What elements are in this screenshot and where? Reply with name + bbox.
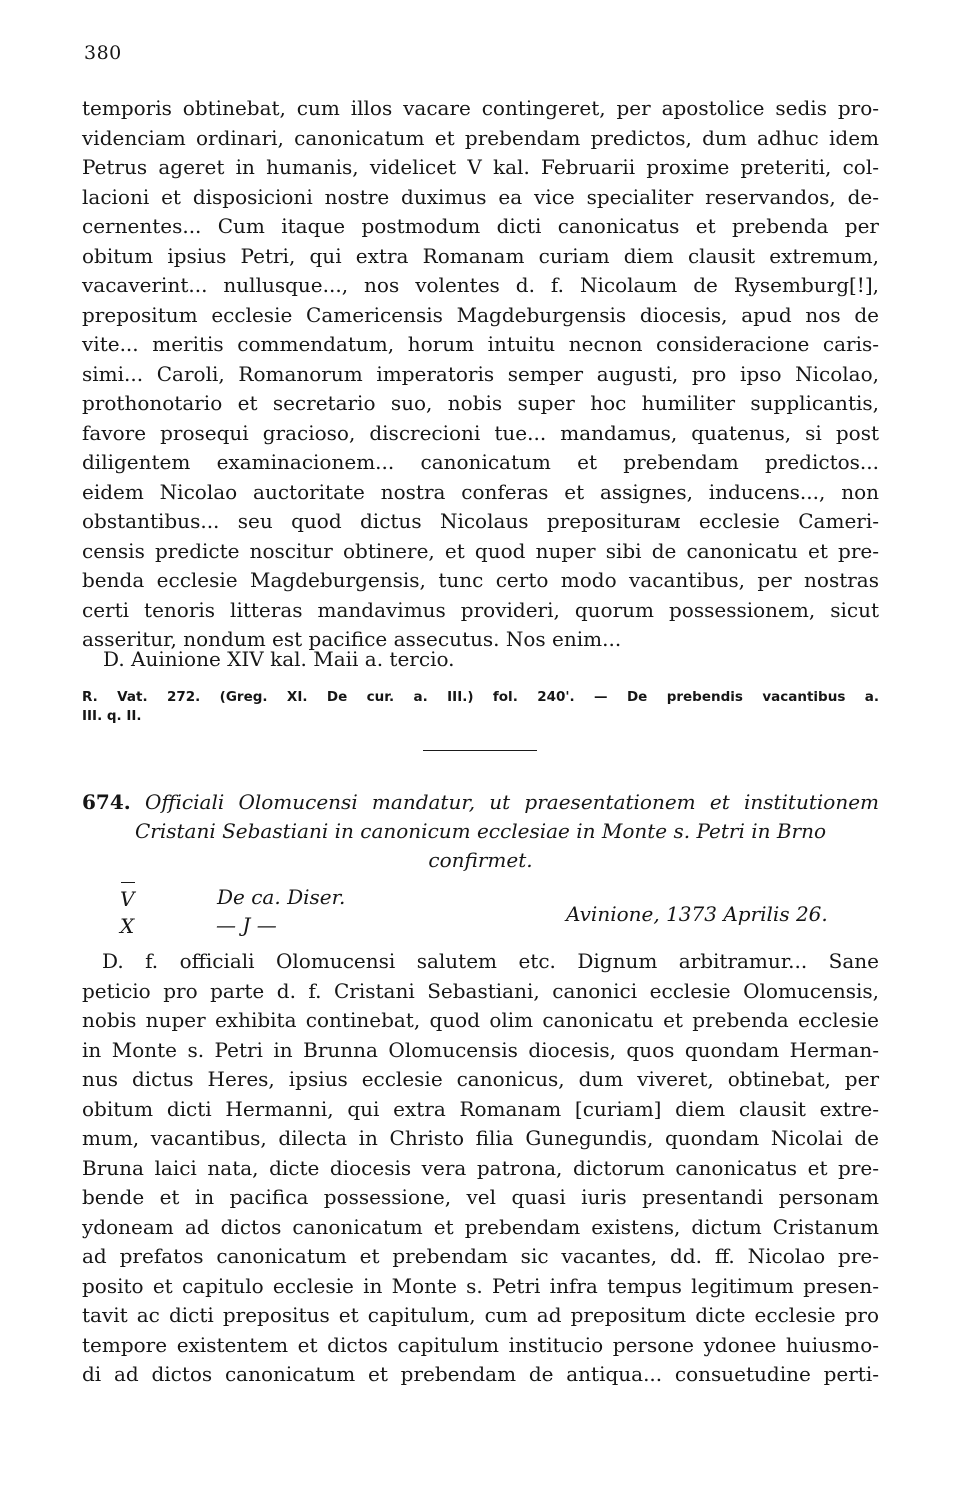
text-line: cernentes... Cum itaque postmodum dicti canonicatus et prebenda per	[82, 214, 879, 238]
text-line: peticio pro parte d. f. Cristani Sebastiani, canonici ecclesie Olomucensis,	[82, 978, 879, 1003]
text-line: prepositum ecclesie Camericensis Magdeburgensis diocesis, apud nos de	[82, 302, 879, 327]
entry-heading-text: Officiali Olomucensi mandatur, ut praesentationem et institutionem	[144, 790, 880, 814]
date-line: D. Auinione XIV kal. Maii a. tercio.	[103, 647, 455, 671]
text-line: eidem Nicolao auctoritate nostra conferas et assignes, inducens..., non	[82, 479, 879, 504]
text-line: asseritur, nondum est pacifice assecutus. Nos enim...	[82, 627, 622, 651]
entry-heading-line: Cristani Sebastiani in canonicum ecclesiae in Monte s. Petri in Brno	[134, 819, 827, 843]
text-line: vite... meritis commendatum, horum intuitu necnon consideracione caris-	[82, 332, 879, 356]
text-line: certi tenoris litteras mandavimus provideri, quorum possessionem, sicut	[82, 597, 879, 622]
entry-number: 674.	[82, 790, 131, 814]
text-line: in Monte s. Petri in Brunna Olomucensis diocesis, quos quondam Herman-	[82, 1037, 879, 1062]
chancery-mark: — J —	[216, 913, 277, 937]
text-line: mum, vacantibus, dilecta in Christo filia Gunegundis, quondam Nicolai de	[82, 1126, 879, 1150]
page-number: 380	[84, 42, 122, 64]
text-line: obitum ipsius Petri, qui extra Romanam curiam diem clausit extremum,	[82, 243, 879, 268]
siglum-x: X	[120, 914, 135, 938]
text-line: lacioni et disposicioni nostre duximus ea vice specialiter reservandos, de-	[82, 184, 879, 209]
text-line: tempore existentem et dictos capitulum institucio persone ydonee huiusmo-	[82, 1332, 879, 1357]
source-note-line: III. q. II.	[82, 708, 142, 724]
text-line: bende et in pacifica possessione, vel quasi iuris presentandi personam	[82, 1185, 879, 1209]
text-line: nus dictus Heres, ipsius ecclesie canonicus, dum viveret, obtinebat, per	[82, 1067, 879, 1091]
entry-heading	[82, 788, 879, 875]
entry-heading-line	[82, 788, 879, 817]
text-line: di ad dictos canonicatum et prebendam de antiqua... consuetudine perti-	[82, 1362, 879, 1386]
source-note	[82, 688, 879, 726]
entry-heading-line: confirmet.	[428, 848, 533, 872]
text-line: diligentem examinacionem... canonicatum et prebendam predictos...	[82, 450, 879, 474]
text-line: benda ecclesie Magdeburgensis, tunc certo modo vacantibus, per nostras	[82, 568, 879, 592]
text-line: D. f. officiali Olomucensi salutem etc. Dignum arbitramur... Sane	[102, 949, 879, 973]
text-line: ydoneam ad dictos canonicatum et prebendam existens, dictum Cristanum	[82, 1214, 879, 1239]
text-line: temporis obtinebat, cum illos vacare contingeret, per apostolice sedis pro-	[82, 96, 879, 120]
text-line: ad prefatos canonicatum et prebendam sic vacantes, dd. ff. Nicolao pre-	[82, 1244, 879, 1268]
text-line: videnciam ordinari, canonicatum et prebendam predictos, dum adhuc idem	[82, 125, 879, 150]
text-line: Bruna laici nata, dicte diocesis vera patrona, dictorum canonicatus et pre-	[82, 1155, 879, 1180]
siglum-v: V	[120, 887, 135, 911]
text-line: obstantibus... seu quod dictus Nicolaus prepositurам ecclesie Cameri-	[82, 509, 879, 533]
source-note-line: R. Vat. 272. (Greg. XI. De cur. a. III.) fol. 240'. — De prebendis vacantibus a.	[82, 689, 879, 705]
text-line: obitum dicti Hermanni, qui extra Romanam [curiam] diem clausit extre-	[82, 1096, 879, 1121]
entry-text	[82, 947, 879, 1390]
paragraph-continuation	[82, 94, 879, 655]
place-date: Avinione, 1373 Aprilis 26.	[566, 902, 828, 926]
text-line: favore prosequi gracioso, discrecioni tue... mandamus, quatenus, si post	[82, 420, 879, 445]
text-line: censis predicte noscitur obtinere, et quod nuper sibi de canonicatu et pre-	[82, 538, 879, 563]
text-line: simi... Caroli, Romanorum imperatoris semper augusti, pro ipso Nicolao,	[82, 361, 879, 386]
text-line: vacaverint... nullusque..., nos volentes d. f. Nicolaum de Rysemburg[!],	[82, 273, 879, 297]
text-line: Petrus ageret in humanis, videlicet V kal. Februarii proxime preteriti, col-	[82, 155, 879, 179]
siglum-overline	[121, 882, 135, 883]
text-line: prothonotario et secretario suo, nobis super hoc humiliter supplicantis,	[82, 391, 879, 415]
text-line: tavit ac dicti prepositus et capitulum, cum ad prepositum dicte ecclesie pro	[82, 1303, 879, 1327]
text-line: nobis nuper exhibita continebat, quod olim canonicatu et prebenda ecclesie	[82, 1008, 879, 1032]
chancery-note: De ca. Diser.	[217, 885, 346, 909]
section-separator	[423, 750, 537, 751]
text-line: posito et capitulo ecclesie in Monte s. Petri infra tempus legitimum presen-	[82, 1273, 879, 1298]
